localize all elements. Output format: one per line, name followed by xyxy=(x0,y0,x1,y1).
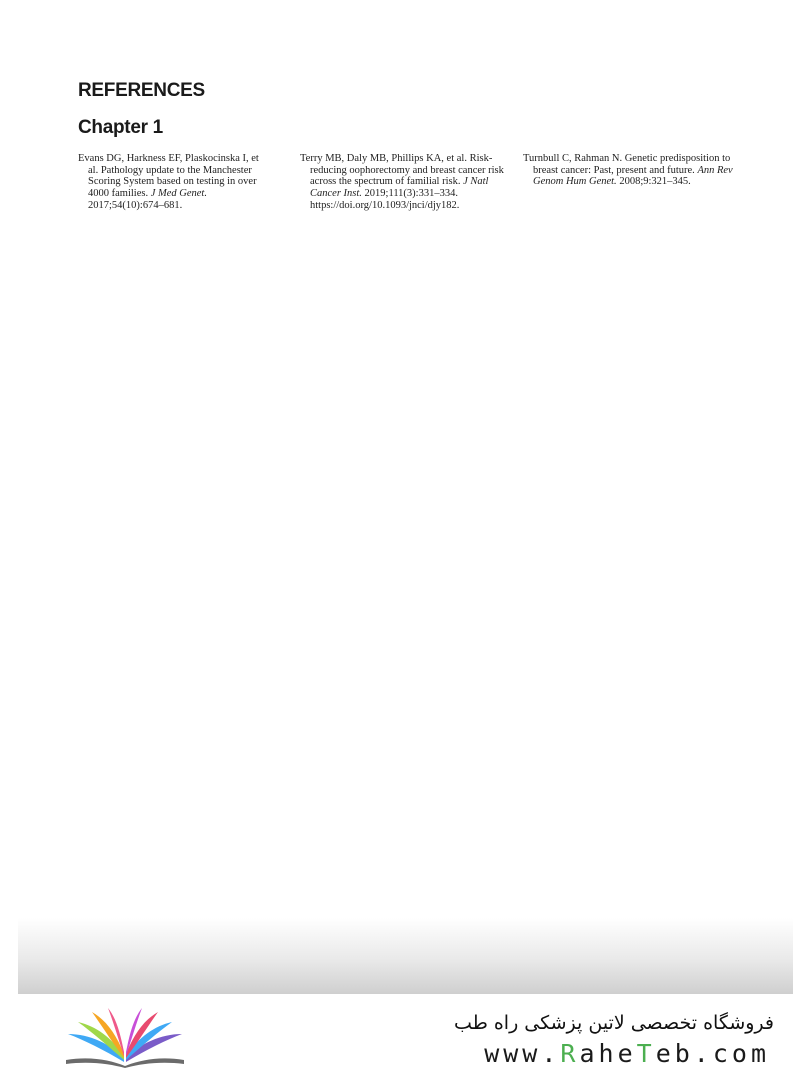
reference-item xyxy=(300,153,520,212)
url-r-letter: R xyxy=(560,1039,580,1068)
reference-list xyxy=(78,153,733,233)
site-url[interactable] xyxy=(484,1039,770,1068)
reference-item xyxy=(78,153,270,212)
store-name: فروشگاه تخصصی لاتین پزشکی راه طب xyxy=(454,1012,774,1034)
reference-citation: 2019;111(3):331–334. https://doi.org/10.1093/jnci/djy182. xyxy=(310,188,460,211)
reference-citation: 2008;9:321–345. xyxy=(619,176,691,188)
reference-journal: J Natl Cancer Inst. xyxy=(310,176,489,200)
open-book-rainbow-icon xyxy=(60,1004,190,1068)
reference-item xyxy=(523,153,738,188)
reference-journal: Ann Rev Genom Hum Genet. xyxy=(533,164,733,188)
reference-text: Evans DG, Harkness EF, Plaskocinska I, et al. Pathology update to the Manchester Scoring System based on testing in over 4000 families. xyxy=(78,153,259,200)
reference-text: Turnbull C, Rahman N. Genetic predisposition to breast cancer: Past, present and future. xyxy=(523,153,731,176)
chapter-heading: Chapter 1 xyxy=(78,117,163,138)
reference-citation: 2017;54(10):674–681. xyxy=(88,199,183,211)
url-prefix: www. xyxy=(484,1039,561,1068)
url-t-letter: T xyxy=(636,1039,656,1068)
footer-fade xyxy=(18,918,793,994)
footer-banner xyxy=(0,994,810,1079)
url-ahe: ahe xyxy=(579,1039,637,1068)
url-suffix: eb.com xyxy=(655,1039,770,1068)
page-heading: REFERENCES xyxy=(78,80,205,101)
reference-text: Terry MB, Daly MB, Phillips KA, et al. Risk-reducing oophorectomy and breast cancer risk across the spectrum of familial risk. xyxy=(300,153,504,188)
reference-journal: J Med Genet. xyxy=(150,188,207,200)
